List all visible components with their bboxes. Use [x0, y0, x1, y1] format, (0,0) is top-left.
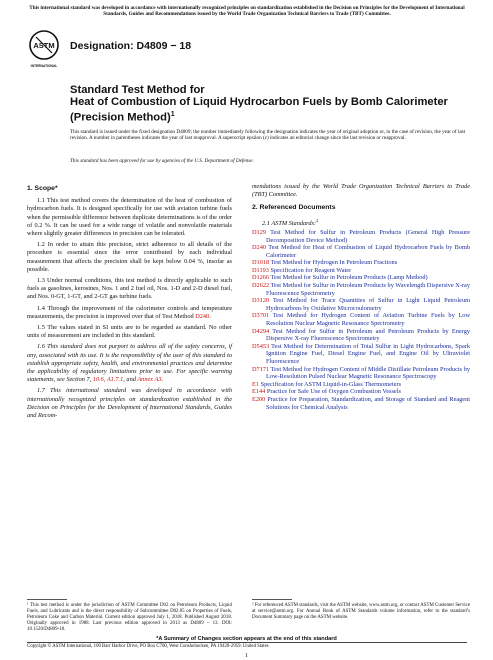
approval-note: This standard has been approved for use by agencies of the U.S. Department of Defense. — [70, 158, 254, 164]
designation: Designation: D4809 − 18 — [70, 40, 192, 52]
reference-item[interactable] — [252, 328, 470, 343]
reference-item[interactable] — [252, 259, 470, 267]
reference-title[interactable]: Practice for Safe Use of Oxygen Combustion Vessels — [266, 388, 401, 396]
reference-title[interactable]: Test Method for Hydrogen Content of Aviation Turbine Fuels by Low Resolution Nuclear Magnetic Resonance Spectrometry — [266, 312, 470, 328]
reference-list — [252, 229, 470, 411]
reference-code[interactable]: D1266 — [252, 274, 270, 282]
reference-item[interactable] — [252, 274, 470, 282]
reference-code[interactable]: E200 — [252, 395, 266, 403]
link-d240[interactable]: D240 — [195, 312, 210, 320]
astm-standards-subheading: 2.1 ASTM Standards:$^2$ — [262, 217, 319, 227]
reference-title[interactable]: Test Method for Hydrogen Content of Middle Distillate Petroleum Products by Low-Resolution Pulsed Nuclear Magnetic Resonance Spectroscopy — [266, 365, 471, 381]
reference-title[interactable]: Test Method for Heat of Combustion of Liquid Hydrocarbon Fuels by Bomb Calorimeter — [266, 244, 470, 259]
reference-item[interactable] — [252, 381, 470, 389]
logo-text: ASTM — [33, 41, 55, 50]
reference-code[interactable]: D240 — [252, 244, 266, 252]
reference-code[interactable]: D2622 — [252, 282, 270, 290]
reference-item[interactable] — [252, 267, 470, 275]
para-1-1: 1.1 This test method covers the determination of the heat of combustion of hydrocarbon fuels. It is designed specifically for use with aviation turbine fuels when the permissible difference between duplicate determinations is of the order of 0.2 %. It can be used for a wide range of volatile and nonvolatile materials where slightly greater differences in precision can be tolerated. — [27, 197, 232, 238]
footnote-rule — [252, 599, 292, 600]
footnote-1: ¹ This test method is under the jurisdiction of ASTM Committee D02 on Petroleum Products, Liquid Fuels, and Lubricants and is the direct responsibility of Subcommittee D02.05 on Properties of Fuels, Petroleum Coke and Carbon Material. Current edition approved July 1, 2018. Published August 2018. Originally approved in 1988. Last previous edition approved in 2013 as D4809 – 13. DOI: 10.1520/D4809-18. — [27, 603, 232, 632]
reference-item[interactable] — [252, 297, 470, 312]
link-sections[interactable]: 10.6, A1.7.1 — [92, 376, 124, 384]
para-1-7: 1.7 This international standard was developed in accordance with internationally recognized principles on standardization established in the Decision on Principles for the Development of International Standards, Guides and Recom- — [27, 387, 232, 420]
reference-code[interactable]: D3701 — [252, 312, 270, 320]
reference-title[interactable]: Test Method for Determination of Total Sulfur in Light Hydrocarbons, Spark Ignition Engine Fuel, Diesel Engine Fuel, and Engine Oil by Ultraviolet Fluorescence — [266, 342, 470, 365]
para-1-7-continued: mendations issued by the World Trade Organization Technical Barriers to Trade (TBT) Committee. — [252, 183, 470, 199]
para-1-4: 1.4 Through the improvement of the calorimeter controls and temperature measurements, the precision is improved over that of Test Method D240. — [27, 304, 232, 320]
footnote-2: ² For referenced ASTM standards, visit the ASTM website, www.astm.org, or contact ASTM Customer Service at service@astm.org. For Annual Book of ASTM Standards volume information, refer to the standard’s Document Summary page on the ASTM website. — [252, 603, 470, 620]
reference-code[interactable]: E144 — [252, 388, 266, 396]
left-column — [27, 183, 232, 423]
reference-item[interactable] — [252, 244, 470, 259]
reference-title[interactable]: Specification for ASTM Liquid-in-Glass Thermometers — [260, 380, 402, 388]
copyright-divider — [27, 642, 467, 643]
page-number: 1 — [245, 653, 248, 659]
copyright-notice: Copyright © ASTM International, 100 Barr Harbor Drive, PO Box C700, West Conshohocken, PA 19428-2959. United States — [27, 644, 269, 649]
reference-code[interactable]: D5453 — [252, 342, 270, 350]
logo-subtext: INTERNATIONAL — [30, 64, 58, 68]
reference-item[interactable] — [252, 343, 470, 366]
reference-item[interactable] — [252, 388, 470, 396]
header-notice: This international standard was developed in accordance with internationally recognized principles on standardization established in the Decision on Principles for the Development of International Standards, Guides and Recommendations issued by the World Trade Organization Technical Barriers to Trade (TBT) Committee. — [29, 5, 465, 18]
scope-heading: 1. Scope* — [27, 185, 58, 192]
reference-title[interactable]: Test Method for Sulfur in Petroleum Products (Lamp Method) — [270, 274, 428, 282]
reference-title[interactable]: Test Method for Hydrogen In Petroleum Fractions — [270, 259, 398, 267]
footnote-2-area — [252, 595, 470, 621]
title-footnote-mark: 1 — [170, 110, 175, 118]
summary-of-changes-note: *A Summary of Changes section appears at the end of this standard — [156, 636, 337, 642]
reference-code[interactable]: D1018 — [252, 259, 270, 267]
astm-logo — [27, 28, 61, 72]
para-1-2: 1.2 In order to attain this precision, strict adherence to all details of the procedure is essential since the error contributed by each individual measurement that affects the precision shall be kept below 0.04 %, insofar as possible. — [27, 241, 232, 273]
reference-item[interactable] — [252, 396, 470, 411]
footnote-1-area — [27, 595, 232, 633]
reference-item[interactable] — [252, 312, 470, 327]
reference-code[interactable]: D1193 — [252, 266, 269, 274]
reference-code[interactable]: D3120 — [252, 297, 270, 305]
reference-title[interactable]: Test Method for Sulfur in Petroleum Products by Wavelength Dispersive X-ray Fluorescence Spectrometry — [266, 282, 470, 297]
title-line-2: Heat of Combustion of Liquid Hydrocarbon Fuels by Bomb Calorimeter (Precision Method)$^1$ — [70, 96, 448, 124]
para-1-3: 1.3 Under normal conditions, this test method is directly applicable to such fuels as gasolines, kerosines, Nos. 1 and 2 fuel oil, Nos. 1-D and 2-D diesel fuel, and Nos. 0-GT, 1-GT, and 2-GT gas turbine fuels. — [27, 277, 232, 301]
reference-item[interactable] — [252, 366, 470, 381]
reference-code[interactable]: E1 — [252, 380, 259, 388]
reference-title[interactable]: Test Method for Trace Quantities of Sulfur in Light Liquid Petroleum Hydrocarbons by Oxidative Microcoulometry — [266, 297, 470, 312]
right-column — [252, 183, 470, 411]
standard-note: This standard is issued under the fixed designation D4809; the number immediately following the designation indicates the year of original adoption or, in the case of revision, the year of last revision. A number in parentheses indicates the year of last reapproval. A superscript epsilon (ε) indicates an editorial change since the last revision or reapproval. — [70, 129, 466, 142]
reference-title[interactable]: Practice for Preparation, Standardization, and Storage of Standard and Reagent Solutions for Chemical Analysis — [266, 395, 470, 411]
referenced-heading: 2. Referenced Documents — [252, 204, 336, 212]
para-1-5: 1.5 The values stated in SI units are to be regarded as standard. No other units of measurement are included in this standard. — [27, 324, 232, 340]
para-1-6: 1.6 This standard does not purport to address all of the safety concerns, if any, associated with its use. It is the responsibility of the user of this standard to establish appropriate safety, health, and environmental practices and determine the applicability of regulatory limitations prior to use. For specific warning statements, see Section 7, 10.6, A1.7.1, and Annex A3. — [27, 343, 232, 384]
reference-code[interactable]: D4294 — [252, 327, 270, 335]
reference-item[interactable] — [252, 229, 470, 244]
reference-item[interactable] — [252, 282, 470, 297]
document-title — [70, 84, 460, 124]
link-annex-a3[interactable]: Annex A3 — [137, 376, 162, 384]
footnote-rule — [27, 599, 67, 600]
reference-code[interactable]: D7171 — [252, 365, 270, 373]
reference-title[interactable]: Specification for Reagent Water — [270, 266, 352, 274]
reference-title[interactable]: Test Method for Sulfur in Petroleum Products (General High Pressure Decomposition Device Method) — [266, 228, 471, 244]
reference-code[interactable]: D129 — [252, 228, 266, 236]
reference-title[interactable]: Test Method for Sulfur in Petroleum and Petroleum Products by Energy Dispersive X-ray Fluorescence Spectrometry — [266, 327, 470, 343]
title-line-1: Standard Test Method for — [70, 84, 205, 96]
